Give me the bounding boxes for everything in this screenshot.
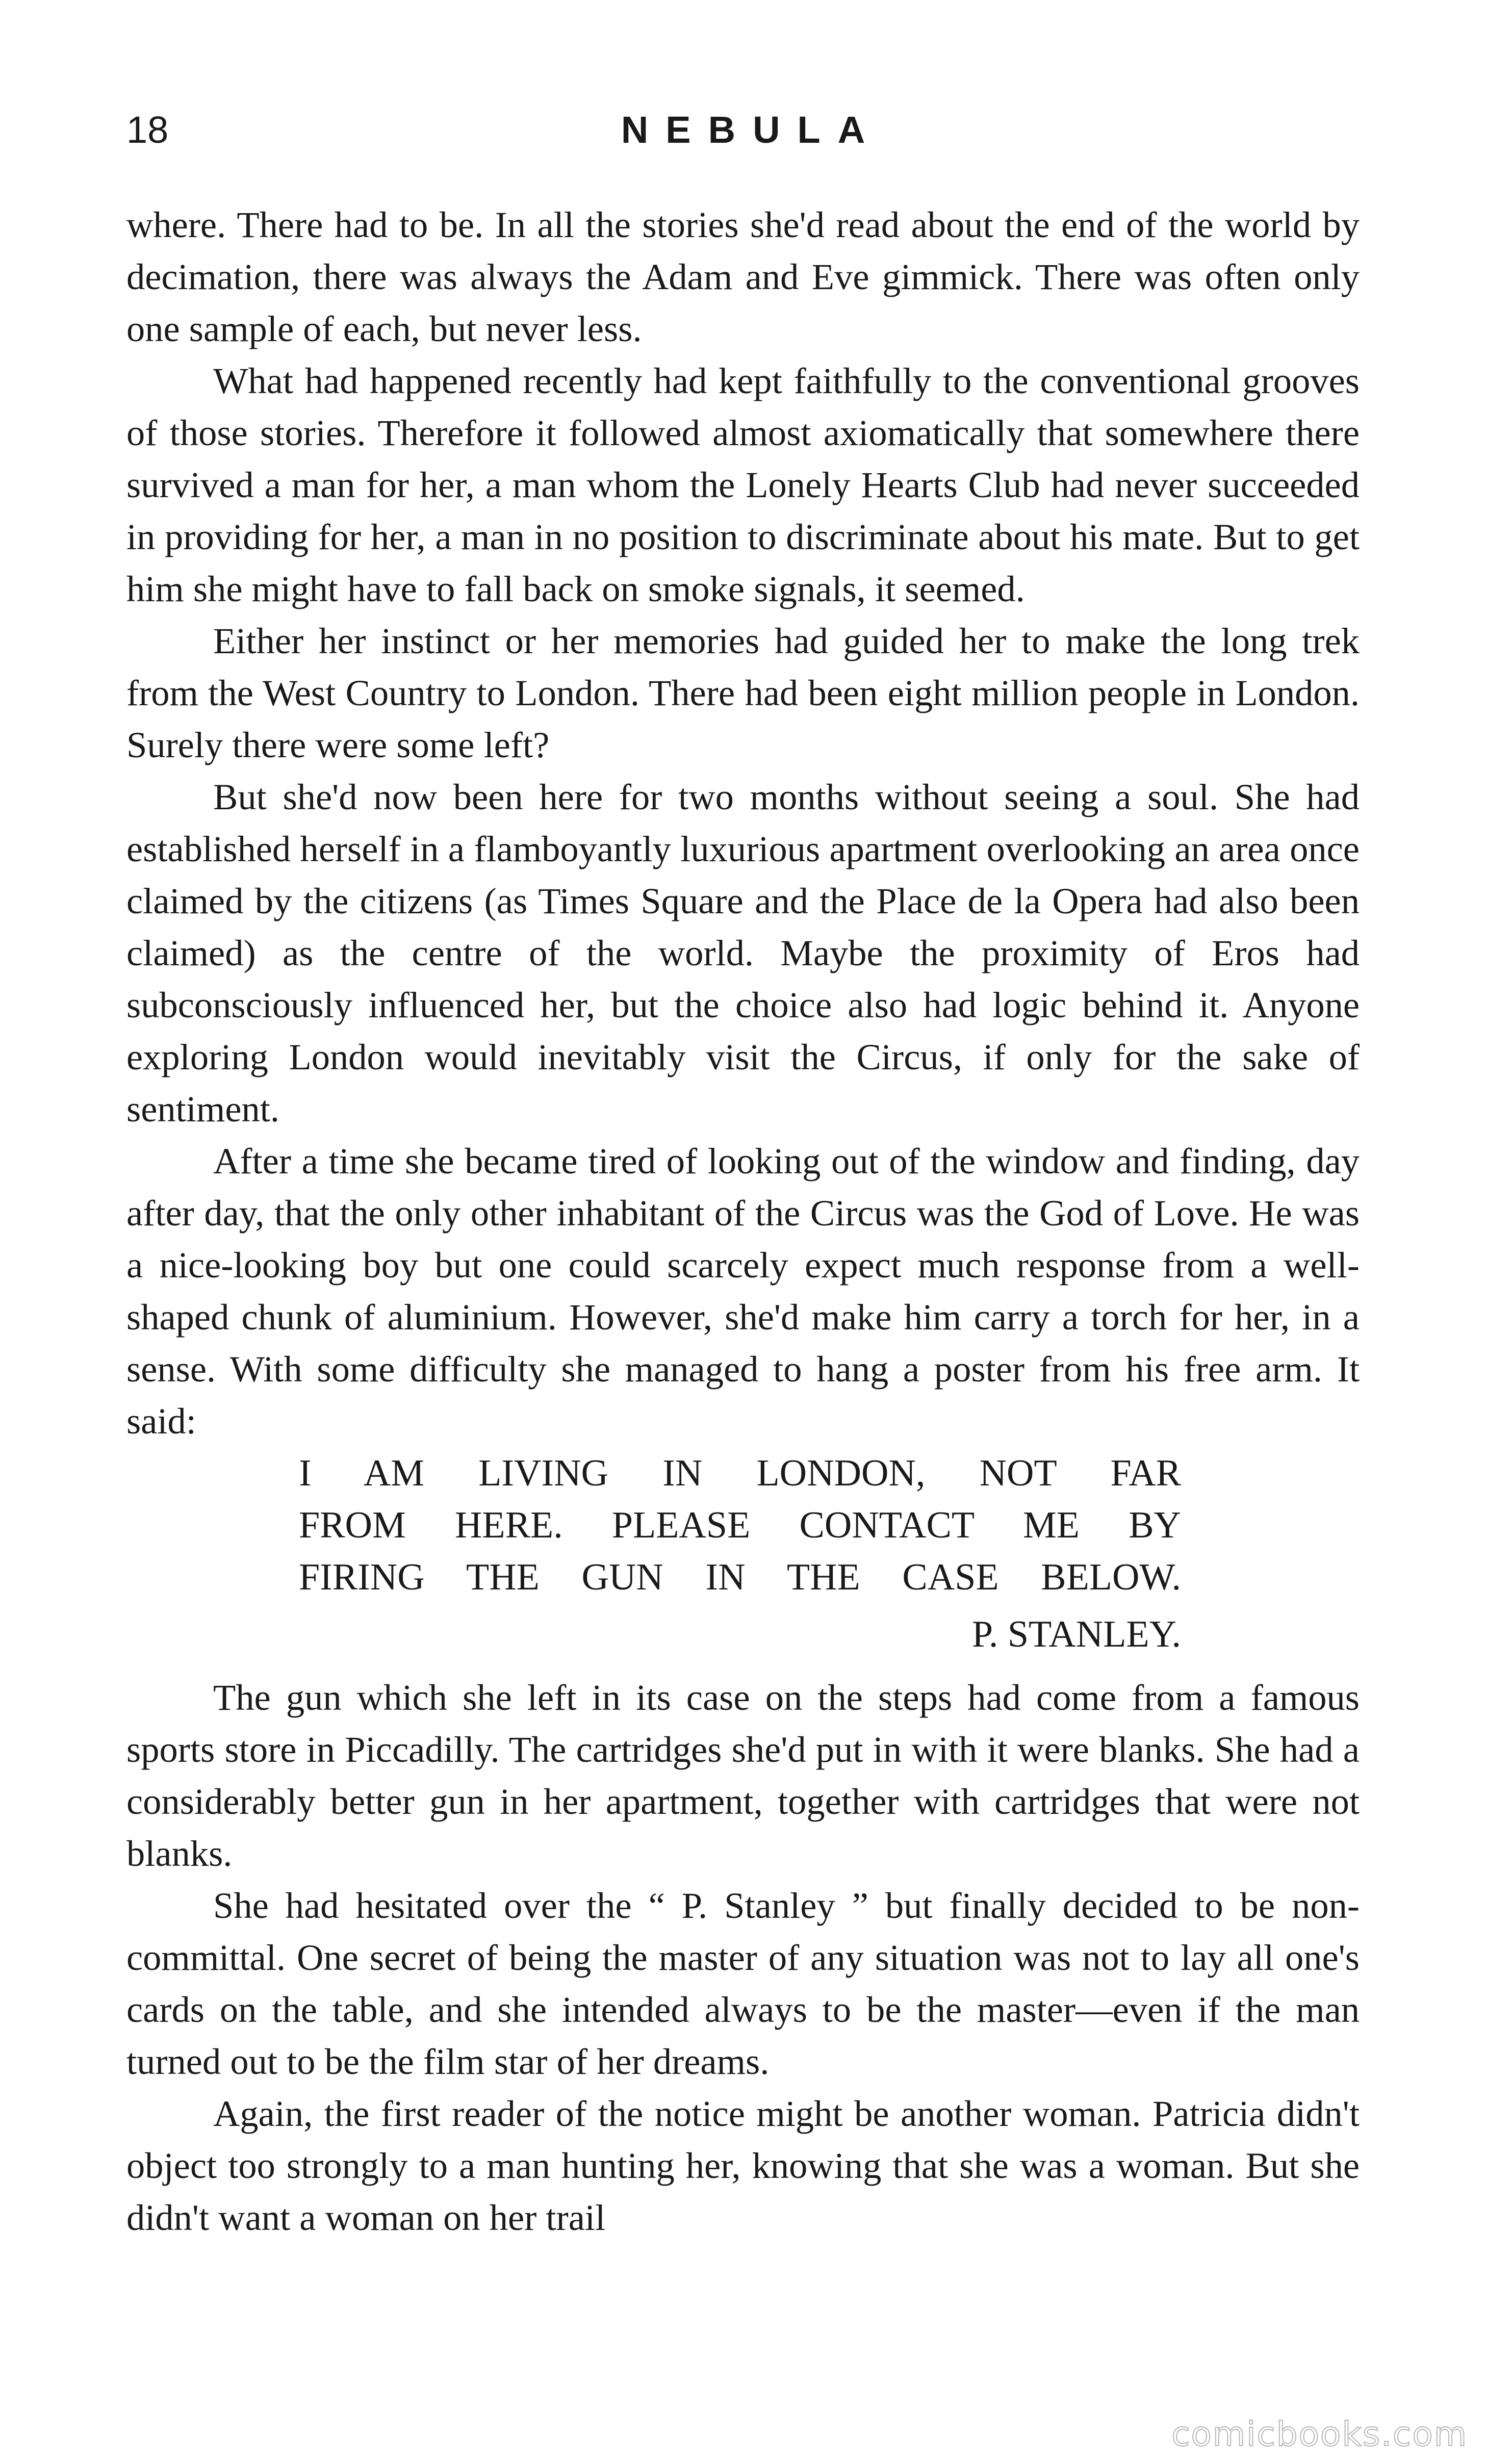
paragraph: She had hesitated over the “ P. Stanley ” but finally decided to be non-committal. One secret of being the master of any situation was not to lay all one's cards on the table, and she intended always to be the master—even if the man turned out to be the film star of her dreams. <box>126 1885 1360 2082</box>
paragraph: What had happened recently had kept faithfully to the conventional grooves of those stories. Therefore it followed almost axiomatically that somewhere there survived a man for her, a man whom the Lonely Hearts Club had never succeeded in providing for her, a man in no position to discriminate about his mate. But to get him she might have to fall back on smoke signals, it seemed. <box>126 360 1360 609</box>
running-title: NEBULA <box>621 109 883 151</box>
notice-line: I AM LIVING IN LONDON, NOT FAR <box>299 1452 1181 1494</box>
paragraph: But she'd now been here for two months without seeing a soul. She had established herself in a flamboyantly luxurious apartment overlooking an area once claimed by the citizens (as Times Square and the Place de la Opera had also been claimed) as the centre of the world. Maybe the proximity of Eros had subconsciously influenced her, but the choice also had logic behind it. Anyone exploring London would inevitably visit the Circus, if only for the sake of sentiment. <box>126 776 1360 1130</box>
page-number: 18 <box>126 109 169 151</box>
notice-line: FIRING THE GUN IN THE CASE BELOW. <box>299 1556 1181 1598</box>
paragraph: The gun which she left in its case on the steps had come from a famous sports store in Piccadilly. The cartridges she'd put in with it were blanks. She had a considerably better gun in her apartment, together with cartridges that were not blanks. <box>126 1677 1360 1874</box>
poster-notice <box>299 1447 1181 1672</box>
body-text <box>126 199 1360 2244</box>
paragraph: where. There had to be. In all the stories she'd read about the end of the world by decimation, there was always the Adam and Eve gimmick. There was often only one sample of each, but never less. <box>126 204 1360 349</box>
notice-line: FROM HERE. PLEASE CONTACT ME BY <box>299 1504 1181 1546</box>
page-header <box>126 105 1360 166</box>
paragraph: Either her instinct or her memories had guided her to make the long trek from the West Country to London. There had been eight million people in London. Surely there were some left? <box>126 620 1360 765</box>
watermark: comicbooks.com <box>1171 2415 1468 2454</box>
paragraph: After a time she became tired of looking out of the window and finding, day after day, that the only other inhabitant of the Circus was the God of Love. He was a nice-looking boy but one could scarcely expect much response from a well-shaped chunk of aluminium. However, she'd make him carry a torch for her, in a sense. With some difficulty she managed to hang a poster from his free arm. It said: <box>126 1140 1360 1442</box>
notice-signature: P. STANLEY. <box>971 1613 1181 1655</box>
paragraph: Again, the first reader of the notice might be another woman. Patricia didn't object too strongly to a man hunting her, knowing that she was a woman. But she didn't want a woman on her trail <box>126 2093 1360 2238</box>
